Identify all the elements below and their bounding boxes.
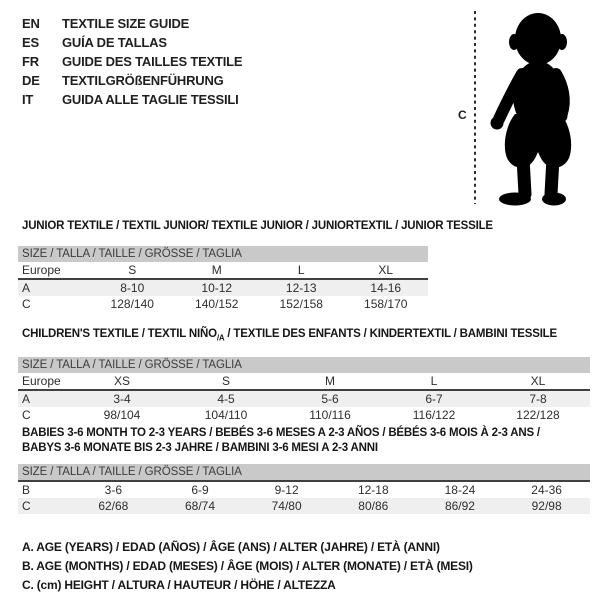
table-cell: XL xyxy=(378,263,394,277)
table-cell: 92/98 xyxy=(503,498,590,514)
table-cell: 74/80 xyxy=(243,498,330,514)
language-row xyxy=(22,33,242,52)
table-row-age xyxy=(18,279,428,296)
table-cell: 128/140 xyxy=(110,297,154,311)
table-cell: XS xyxy=(113,374,130,389)
junior-textile-table xyxy=(18,262,428,312)
row-label: A xyxy=(18,390,70,407)
table-cell: 12-13 xyxy=(259,279,344,296)
language-row xyxy=(22,52,242,71)
table-cell: 110/116 xyxy=(309,408,351,423)
legend xyxy=(22,538,473,595)
language-code: IT xyxy=(22,92,34,107)
language-row xyxy=(22,71,242,90)
junior-textile-section xyxy=(18,219,493,312)
language-row xyxy=(22,14,242,33)
table-cell: 12-18 xyxy=(330,481,417,498)
row-label: Europe xyxy=(22,374,61,389)
title-subscript: /A xyxy=(216,333,225,343)
table-cell: 18-24 xyxy=(417,481,504,498)
table-cell: 6-9 xyxy=(157,481,244,498)
table-cell: 86/92 xyxy=(417,498,504,514)
baby-silhouette-icon xyxy=(458,8,590,206)
table-cell: 68/74 xyxy=(157,498,244,514)
row-label: B xyxy=(18,481,70,498)
table-cell: L xyxy=(297,263,305,277)
table-cell: 80/86 xyxy=(330,498,417,514)
language-code: ES xyxy=(22,35,39,50)
table-cell: M xyxy=(211,263,222,277)
childrens-textile-table xyxy=(18,373,590,423)
language-code: DE xyxy=(22,73,40,88)
row-label: C xyxy=(22,408,31,423)
language-title: TEXTILE SIZE GUIDE xyxy=(62,16,190,31)
language-row xyxy=(22,90,242,109)
table-row-age xyxy=(18,481,590,498)
table-cell: 9-12 xyxy=(243,481,330,498)
language-code: FR xyxy=(22,54,39,69)
row-label: C xyxy=(18,498,70,514)
babies-textile-section xyxy=(18,426,590,514)
size-header-bar: SIZE / TALLA / TAILLE / GRÖSSE / TAGLIA xyxy=(18,357,590,373)
table-cell: 5-6 xyxy=(278,390,382,407)
table-row-height xyxy=(18,407,590,423)
table-cell: 116/122 xyxy=(412,408,456,423)
table-cell: 158/170 xyxy=(364,297,408,311)
table-cell: 62/68 xyxy=(70,498,157,514)
babies-textile-title xyxy=(22,426,582,456)
table-cell: 24-36 xyxy=(503,481,590,498)
table-cell: 14-16 xyxy=(344,279,429,296)
table-cell: 3-6 xyxy=(70,481,157,498)
height-label: C xyxy=(458,108,467,122)
table-cell: 8-10 xyxy=(90,279,175,296)
table-cell: XL xyxy=(530,374,546,389)
legend-line-a: A. AGE (YEARS) / EDAD (AÑOS) / ÂGE (ANS) / ALTER (JAHRE) / ETÀ (ANNI) xyxy=(22,540,440,554)
table-cell: 4-5 xyxy=(174,390,278,407)
legend-line-b: B. AGE (MONTHS) / EDAD (MESES) / ÂGE (MOIS) / ALTER (MONATE) / ETÀ (MESI) xyxy=(22,559,473,573)
title-line2: BABYS 3-6 MONATE BIS 2-3 JAHRE / BAMBINI 3-6 MESI A 2-3 ANNI xyxy=(22,442,378,454)
table-row-age xyxy=(18,390,590,407)
childrens-textile-section xyxy=(18,327,590,423)
title-line1: BABIES 3-6 MONTH TO 2-3 YEARS / BEBÉS 3-6 MESES A 2-3 AÑOS / BÉBÉS 3-6 MOIS À 2-3 ANS / xyxy=(22,427,540,439)
row-label: C xyxy=(22,297,31,311)
table-row-europe xyxy=(18,373,590,390)
title-text: CHILDREN'S TEXTILE / TEXTIL NIÑO xyxy=(22,328,217,340)
table-row-europe xyxy=(18,262,428,279)
table-cell: 10-12 xyxy=(175,279,260,296)
table-row-height xyxy=(18,296,428,312)
table-cell: S xyxy=(221,374,230,389)
size-header-bar: SIZE / TALLA / TAILLE / GRÖSSE / TAGLIA xyxy=(18,464,590,480)
table-cell: 7-8 xyxy=(486,390,590,407)
language-title: GUÍA DE TALLAS xyxy=(62,35,167,50)
table-cell: M xyxy=(325,374,335,389)
legend-line-c: C. (cm) HEIGHT / ALTURA / HAUTEUR / HÖHE / ALTEZZA xyxy=(22,578,336,592)
language-title: GUIDE DES TAILLES TEXTILE xyxy=(62,54,243,69)
table-cell: 6-7 xyxy=(382,390,486,407)
table-cell: 104/110 xyxy=(204,408,248,423)
language-title: TEXTILGRÖßENFÜHRUNG xyxy=(62,73,224,88)
row-label: Europe xyxy=(22,263,61,277)
table-cell: L xyxy=(430,374,438,389)
table-cell: 98/104 xyxy=(103,408,141,423)
childrens-textile-title xyxy=(22,327,590,345)
size-header-bar: SIZE / TALLA / TAILLE / GRÖSSE / TAGLIA xyxy=(18,246,428,262)
language-title: GUIDA ALLE TAGLIE TESSILI xyxy=(62,92,239,107)
language-list xyxy=(22,14,242,109)
table-row-height xyxy=(18,498,590,514)
table-cell: 3-4 xyxy=(70,390,174,407)
table-cell: 122/128 xyxy=(516,408,560,423)
babies-textile-table xyxy=(18,480,590,514)
height-measure-figure xyxy=(458,8,590,206)
table-cell: 152/158 xyxy=(279,297,323,311)
title-text: / TEXTILE DES ENFANTS / KINDERTEXTIL / BAMBINI TESSILE xyxy=(224,328,557,340)
table-cell: 140/152 xyxy=(195,297,239,311)
language-code: EN xyxy=(22,16,40,31)
table-cell: S xyxy=(128,263,137,277)
row-label: A xyxy=(18,279,90,296)
junior-textile-title: JUNIOR TEXTILE / TEXTIL JUNIOR/ TEXTILE JUNIOR / JUNIORTEXTIL / JUNIOR TESSILE xyxy=(22,220,493,232)
